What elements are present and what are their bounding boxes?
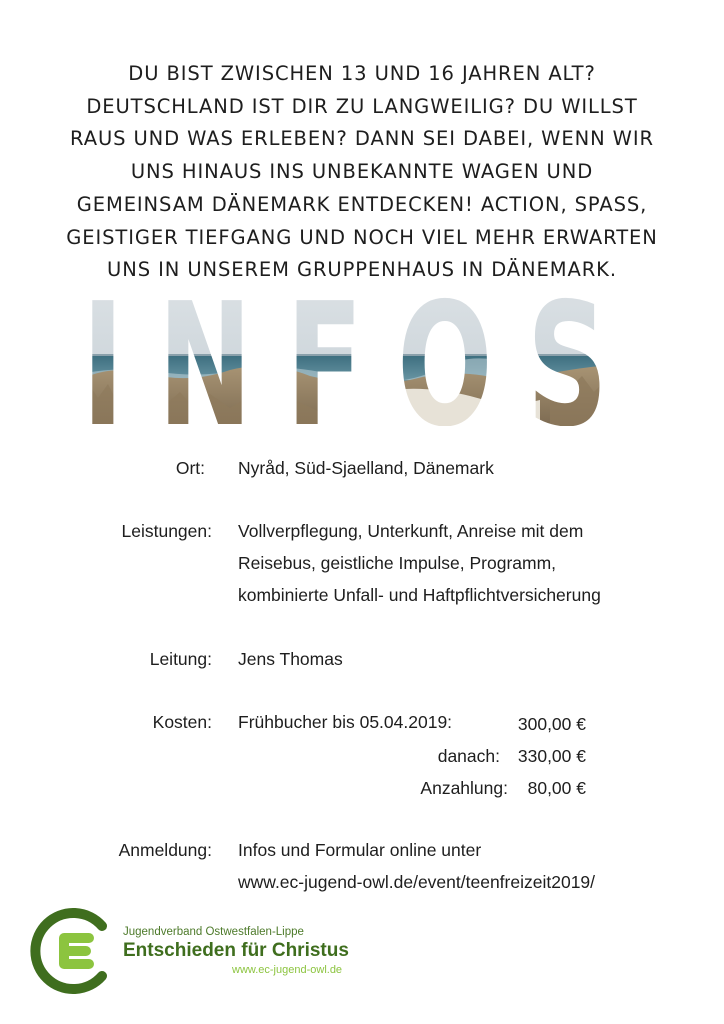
detail-value-leistungen-line: Reisebus, geistliche Impulse, Programm, [238, 553, 557, 573]
infos-headline-image [80, 296, 644, 426]
detail-value-leistungen-line: kombinierte Unfall- und Haftpflichtversicherung [238, 585, 601, 605]
deposit-label: Anzahlung: [420, 778, 508, 798]
intro-line: GEMEINSAM DÄNEMARK ENTDECKEN! ACTION, SPASS, [76, 192, 648, 216]
intro-text [30, 58, 694, 287]
price-later-label: danach: [437, 746, 500, 766]
intro-line: DU BIST ZWISCHEN 13 UND 16 JAHREN ALT? [128, 62, 596, 85]
detail-value-leitung: Jens Thomas [238, 649, 343, 669]
deposit-value: 80,00 € [527, 778, 586, 798]
infos-headline [80, 296, 644, 426]
intro-line: RAUS UND WAS ERLEBEN? DANN SEI DABEI, WENN WIR [70, 127, 654, 151]
intro-line: UNS HINAUS INS UNBEKANNTE WAGEN UND [130, 160, 594, 184]
detail-label-ort: Ort: [175, 458, 205, 478]
detail-label-anmeldung: Anmeldung: [118, 840, 212, 860]
ec-logo [28, 908, 368, 998]
detail-label-kosten: Kosten: [152, 712, 212, 732]
detail-label-leitung: Leitung: [149, 649, 212, 669]
ec-logo-icon [28, 908, 114, 994]
intro-line: DEUTSCHLAND IST DIR ZU LANGWEILIG? DU WILLST [86, 94, 638, 118]
logo-url[interactable]: www.ec-jugend-owl.de [232, 964, 343, 976]
logo-name: Entschieden für Christus [123, 940, 349, 961]
intro-line: UNS IN UNSEREM GRUPPENHAUS IN DÄNEMARK. [107, 258, 617, 282]
registration-link[interactable]: www.ec-jugend-owl.de/event/teenfreizeit2019/ [238, 872, 596, 892]
detail-label-leistungen: Leistungen: [121, 521, 212, 541]
registration-text: Infos und Formular online unter [238, 840, 482, 860]
intro-line: GEISTIGER TIEFGANG UND NOCH VIEL MEHR ERWARTEN [66, 225, 658, 249]
price-earlybird-value: 300,00 € [517, 714, 586, 734]
price-later-value: 330,00 € [517, 746, 586, 766]
logo-org: Jugendverband Ostwestfalen-Lippe [123, 926, 304, 938]
detail-value-ort: Nyråd, Süd-Sjaelland, Dänemark [238, 458, 494, 478]
price-earlybird-label: Frühbucher bis 05.04.2019: [238, 712, 453, 732]
detail-value-leistungen-line: Vollverpflegung, Unterkunft, Anreise mit dem [238, 521, 584, 541]
